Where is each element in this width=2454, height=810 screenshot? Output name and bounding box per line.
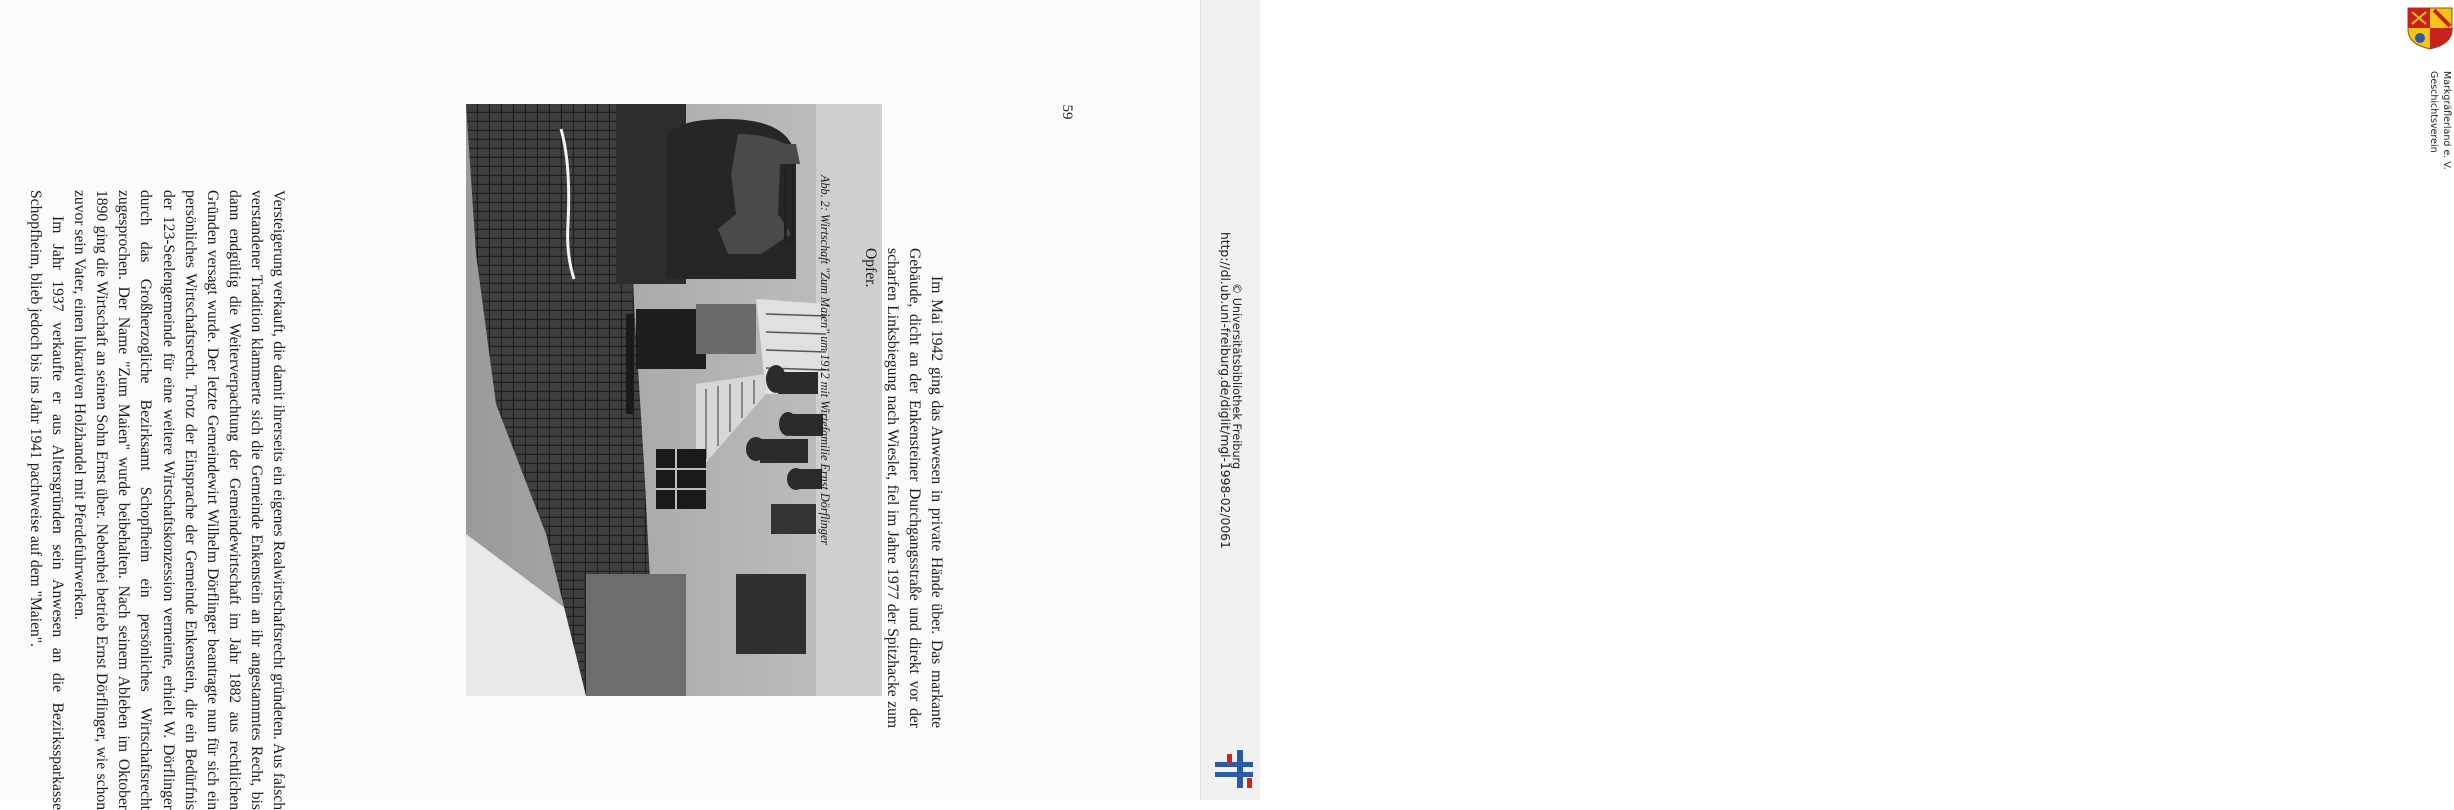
copyright-notice: © Universitätsbibliothek Freiburg (1230, 283, 1243, 470)
society-crest-icon (2406, 6, 2454, 50)
lower-paragraph: Im Mai 1942 ging das Anwesen in private Hände über. Das markante Gebäude, dicht an der Enkensteiner Durchgangsstraße und direkt vor der scharfen Linksbiegung nach Wieslet, fiel im Jahre 1977 der Spitzhacke zum Opfer. (862, 248, 945, 728)
body-paragraph-2: Im Jahr 1937 verkaufte er aus Altersgründen sein Anwesen an die Bezirkssparkasse Schopfheim, blieb jedoch bis ins Jahr 1941 pachtweise auf dem "Maien". (26, 190, 67, 810)
page-number: 59 (1059, 104, 1075, 120)
society-name-line2: Markgräflerland e. V. (2441, 71, 2452, 170)
ub-freiburg-logo-icon (1213, 748, 1255, 790)
body-text (0, 190, 289, 810)
permalink-url[interactable]: http://dl.ub.uni-freiburg.de/diglit/mgl-1998-02/0061 (1218, 232, 1232, 549)
document-page (0, 0, 1200, 810)
society-name-line1: Geschichtsverein (2428, 71, 2439, 153)
body-paragraph-1: Versteigerung verkauft, die damit ihrerseits ein eigenes Realwirtschaftsrecht gründeten. Aus falsch verstandener Tradition klammerte sich die Gemeinde Enkenstein an ihr angestammtes Recht, bis dann endgültig die Weiterverpachtung der Gemeindewirtschaft im Jahr 1882 aus rechtlichen Gründen versagt wurde. Der letzte Gemeindewirt Wilhelm Dörflinger beantragte nun für sich ein persönliches Wirtschaftsrecht. Trotz der Einsprache der Gemeinde Enkenstein, die ein Bedürfnis der 123-Seelengemeinde für eine weitere Wirtschaftskonzession verneinte, erhielt W. Dörflinger durch das Großherzogliche Bezirksamt Schopfheim ein persönliches Wirtschaftsrecht zugesprochen. Der Name "Zum Maien" wurde beibehalten. Nach seinem Ableben im Oktober 1890 ging die Wirtschaft an seinen Sohn Ernst über. Nebenbei betrieb Ernst Dörflinger, wie schon zuvor sein Vater, einen lukrativen Holzhandel mit Pferdefuhrwerken. (71, 190, 287, 810)
photo-caption: Abb. 2: Wirtschaft "Zum Maien" um 1912 mit Wirtefamilie Ernst Dörflinger (818, 175, 832, 546)
